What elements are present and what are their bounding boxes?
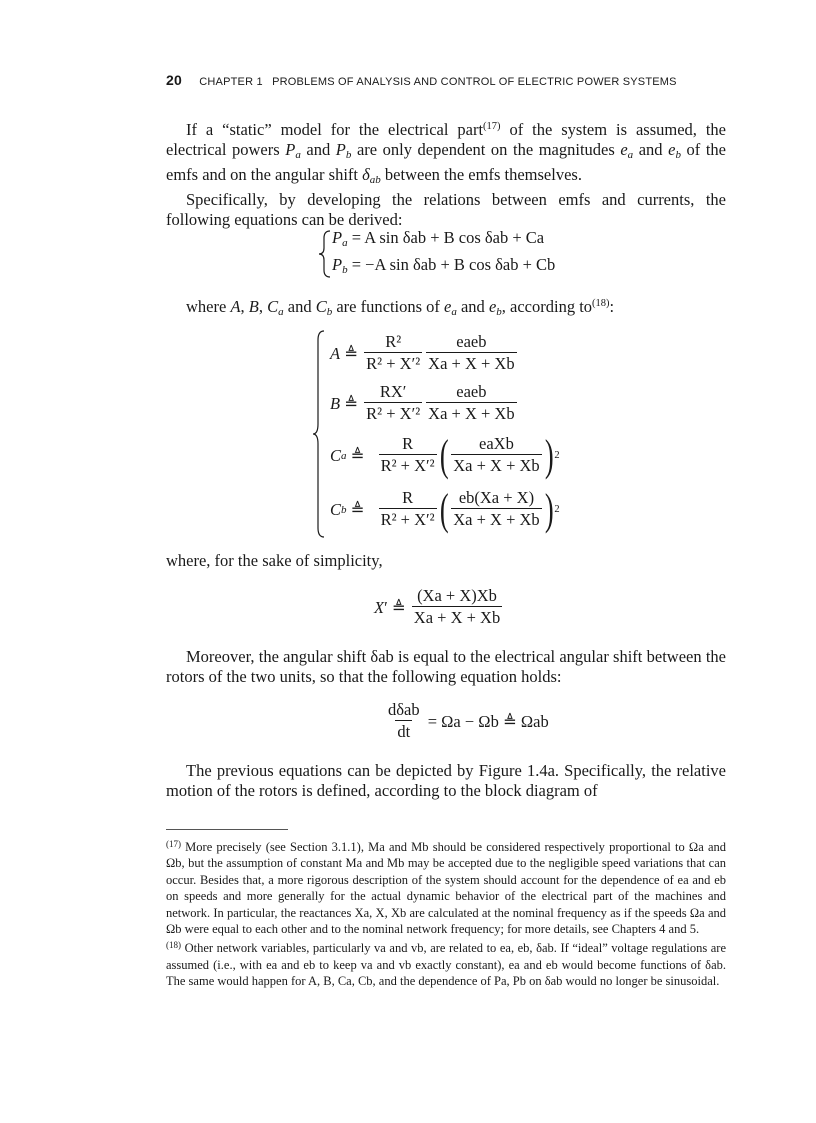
footnote-17: $^{(17)}$ More precisely (see Section 3.1.1), Ma and Mb should be considered respectively proportional to Ωa and Ωb, but the assumption of constant Ma and Mb may be accepted due to the negligible speed variations that can occur. Besides that, a more rigorous description of the system should account for the dependence of ea and eb on speeds and more generally for the actual dynamic behavior of the electrical part of the machines and network. In particular, the reactances Xa, X, Xb are calculated at the nominal frequency as if the speeds Ωa and Ωb were equal to each other and to the nominal network frequency; for more details, see Chapters 4 and 5.: [166, 839, 726, 937]
equation-cb: C b ≜ $\frac{R}{\text{R² + X′²}}$ ( $\frac{eb(Xa + X)}{Xa + X + Xb}$ ) 2: [330, 484, 560, 534]
equation-b: B ≜ $\frac{RX'}{\text{R² + X′²}}$ $\frac{\text{eaeb}}{Xa + X + Xb}$: [330, 382, 515, 423]
equation-xprime: X ′ ≜ $\frac{(Xa + X)Xb}{Xa + X + Xb}$: [374, 586, 501, 627]
equation-ca: C a ≜ $\frac{R}{\text{R² + X′²}}$ ( $\frac{\text{eaXb}}{Xa + X + Xb}$ ) 2: [330, 430, 560, 480]
page-number: 20: [166, 72, 182, 88]
chapter-title: PROBLEMS OF ANALYSIS AND CONTROL OF ELECTRIC POWER SYSTEMS: [272, 76, 677, 88]
document-page: 20 CHAPTER 1 PROBLEMS OF ANALYSIS AND CONTROL OF ELECTRIC POWER SYSTEMS If a “static” model for the electrical part$^{(17)}$ of the system is assumed, the electrical powers $P_a$ and $P_b$ are only dependent on the magnitudes $e_a$ and $e_b$ of the emfs and on the angular shift $\delta_{ab}$ between the emfs themselves. Specifically, by developing the relations between emfs and currents, the following equations can be derived: $P_a = A$ sin δab + B cos δab + Ca $P_b = -A$ sin δab + B cos δab + Cb where A, B, $C_a$ and $C_b$ are functions of $e_a$ and $e_b$, according $to^{(18)}$: A ≜ $\frac{\text{R²}}{\text{R² + X′²}}$ $\frac{\text{eaeb}}{Xa + X + Xb}$ B ≜ $\frac{RX'}{\text{R² + X′²}}$ $\frac{\text{eaeb}}{Xa + X + Xb}$ C a ≜ $\frac{R}{\text{R² + X′²}}$ ( $\frac{\text{eaXb}}{Xa + X + Xb}$ ) 2 C b ≜ $\frac{R}{\text{R² + X′²}}$ ( $\frac{eb(Xa + X)}{Xa + X + Xb}$ ) 2 where, for the sake of simplicity, X ′ ≜ $\frac{(Xa + X)Xb}{Xa + X + Xb}$ Moreover, the angular shift δab is equal to the electrical angular shift between the rotors of the two units, so that the following equation holds: $\frac{\text{dδab}}{dt}$ = Ωa − Ωb ≜ Ωab The previous equations can be depicted by Figure 1.4a. Specifically, the relative motion of the rotors is defined, according to the block diagram of $^{(17)}$ More precisely (see Section 3.1.1), Ma and Mb should be considered respectively proportional to Ωa and Ωb, but the assumption of constant Ma and Mb may be accepted due to the negligible speed variations that can occur. Besides that, a more rigorous description of the system should account for the dependence of ea and eb on speeds and more generally for the actual dynamic behavior of the electrical part of the machines and network. In particular, the reactances Xa, X, Xb are calculated at the nominal frequency as if the speeds Ωa and Ωb were equal to each other and to the nominal network frequency; for more details, see Chapters 4 and 5. $^{(18)}$ Other network variables, particularly va and vb, are related to ea, eb, δab. If “ideal” voltage regulations are assumed (i.e., with ea and eb to keep va and vb exactly constant), ea and eb would become functions of δab. The same would happen for A, B, Ca, Cb, and the dependence of Pa, Pb on δab would no longer be sinusoidal.: [166, 72, 727, 989]
left-brace-icon: [318, 230, 332, 278]
paragraph-static-model: If a “static” model for the electrical part$^{(17)}$ of the system is assumed, the electrical powers $P_a$ and $P_b$ are only dependent on the magnitudes $e_a$ and $e_b$ of the emfs and on the angular shift $\delta_{ab}$ between the emfs themselves. Specifically, by developing the relations between emfs and currents, the following equations can be derived:: [166, 120, 726, 229]
footnote-divider: [166, 829, 288, 830]
equation-a: A ≜ $\frac{\text{R²}}{\text{R² + X′²}}$ $\frac{\text{eaeb}}{Xa + X + Xb}$: [330, 332, 515, 373]
paragraph-specifically: Specifically, by developing the relations between emfs and currents, the following equations can be derived:: [166, 190, 726, 229]
footnote-18: $^{(18)}$ Other network variables, particularly va and vb, are related to ea, eb, δab. If “ideal” voltage regulations are assumed (i.e., with ea and eb to keep va and vb exactly constant), ea and eb would become functions of δab. The same would happen for A, B, Ca, Cb, and the dependence of Pa, Pb on δab would no longer be sinusoidal.: [166, 940, 727, 989]
left-brace-icon: [312, 330, 326, 538]
footnote-ref-18[interactable]: (18): [592, 298, 610, 309]
paragraph-moreover: Moreover, the angular shift δab is equal to the electrical angular shift between the rotors of the two units, so that the following equation holds:: [166, 647, 726, 686]
equation-derivative: $\frac{\text{dδab}}{dt}$ = Ωa − Ωb ≜ Ωab: [388, 700, 549, 741]
equation-coefficients: [312, 330, 612, 540]
footnotes: [166, 836, 726, 990]
chapter-label: CHAPTER 1: [199, 76, 263, 88]
paragraph-previous-equations: The previous equations can be depicted by Figure 1.4a. Specifically, the relative motion of the rotors is defined, according to the block diagram of: [166, 761, 726, 800]
running-header: [166, 72, 677, 88]
footnote-ref-17[interactable]: (17): [483, 121, 501, 132]
paragraph-simplicity: where, for the sake of simplicity,: [166, 551, 383, 570]
paragraph-where-functions: where A, B, $C_a$ and $C_b$ are functions of $e_a$ and $e_b$, according $to^{(18)}$:: [186, 297, 615, 318]
